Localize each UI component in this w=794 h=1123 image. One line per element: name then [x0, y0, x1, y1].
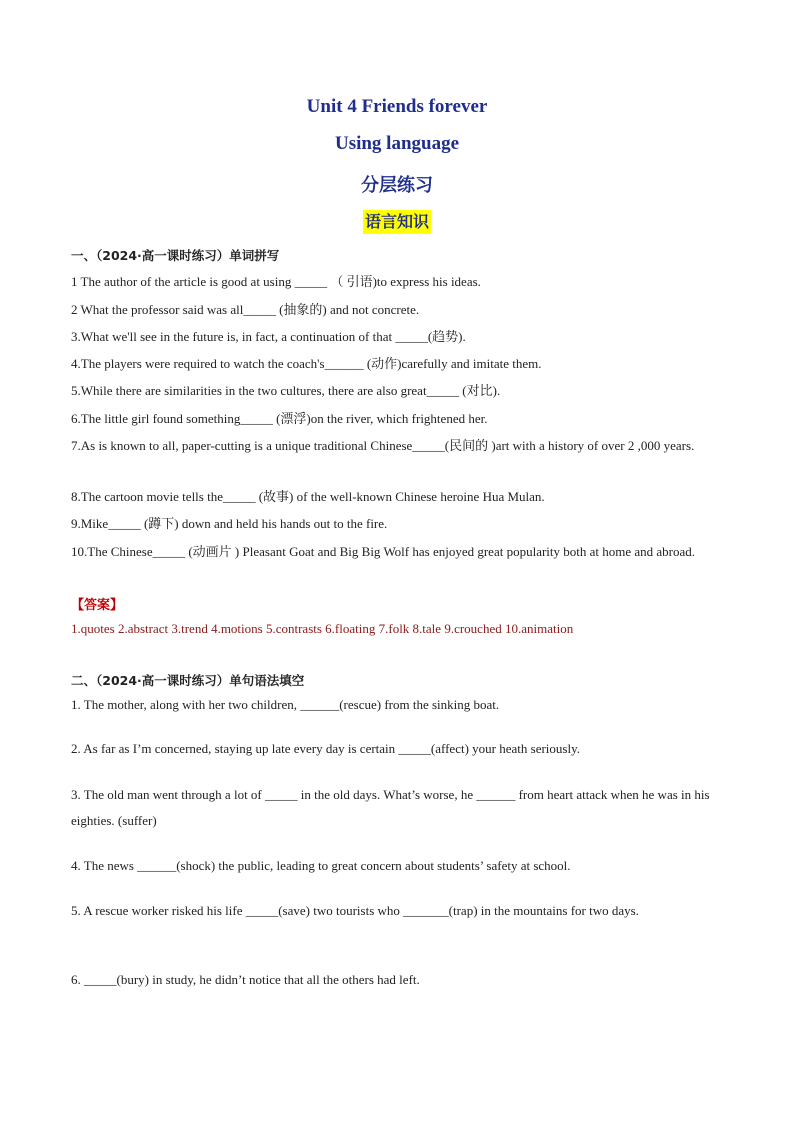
answer-label: 【答案】 — [71, 598, 124, 613]
part2-item-5: 5. A rescue worker risked his life _____(save) two tourists who _______(trap) in the mountains for two days. — [71, 903, 639, 918]
section-badge: 语言知识 — [363, 210, 431, 234]
part1-item-3: 3.What we'll see in the future is, in fact, a continuation of that _____(趋势). — [71, 329, 466, 344]
badge-container — [0, 210, 794, 234]
answer-list: 1.quotes 2.abstract 3.trend 4.motions 5.contrasts 6.floating 7.folk 8.tale 9.crouched 10.animation — [71, 621, 574, 636]
part1-item-5: 5.While there are similarities in the two cultures, there are also great_____ (对比). — [71, 383, 501, 398]
part2-item-6: 6. _____(bury) in study, he didn’t notice that all the others had left. — [71, 972, 420, 987]
part2-item-1: 1. The mother, along with her two children, ______(rescue) from the sinking boat. — [71, 697, 500, 712]
part1-item-1: 1 The author of the article is good at using _____ （ 引语)to express his ideas. — [71, 274, 481, 289]
part2-item-2: 2. As far as I’m concerned, staying up late every day is certain _____(affect) your heath seriously. — [71, 741, 580, 756]
part2-item-3: 3. The old man went through a lot of _____ in the old days. What’s worse, he ______ from heart attack when he was in his eighties. (suffer) — [71, 787, 710, 828]
part1-heading: 一、（2024·高一课时练习）单词拼写 — [71, 248, 280, 263]
part1-item-9: 9.Mike_____ (蹲下) down and held his hands out to the fire. — [71, 516, 388, 531]
subtitle: 分层练习 — [361, 175, 433, 196]
part1-item-2: 2 What the professor said was all_____ (抽象的) and not concrete. — [71, 302, 420, 317]
section-title: Using language — [334, 133, 460, 154]
part2-heading: 二、（2024·高一课时练习）单句语法填空 — [71, 673, 305, 688]
part1-item-7: 7.As is known to all, paper-cutting is a unique traditional Chinese_____(民间的 )art with a history of over 2 ,000 years. — [71, 438, 695, 453]
unit-title: Unit 4 Friends forever — [306, 96, 488, 117]
part2-item-4: 4. The news ______(shock) the public, leading to great concern about students’ safety at school. — [71, 858, 571, 873]
part1-item-4: 4.The players were required to watch the coach's______ (动作)carefully and imitate them. — [71, 356, 542, 371]
part1-item-6: 6.The little girl found something_____ (漂浮)on the river, which frightened her. — [71, 411, 488, 426]
part1-item-8: 8.The cartoon movie tells the_____ (故事) of the well-known Chinese heroine Hua Mulan. — [71, 489, 545, 504]
part1-item-10: 10.The Chinese_____ (动画片 ) Pleasant Goat and Big Big Wolf has enjoyed great popularity both at home and abroad. — [71, 544, 696, 559]
